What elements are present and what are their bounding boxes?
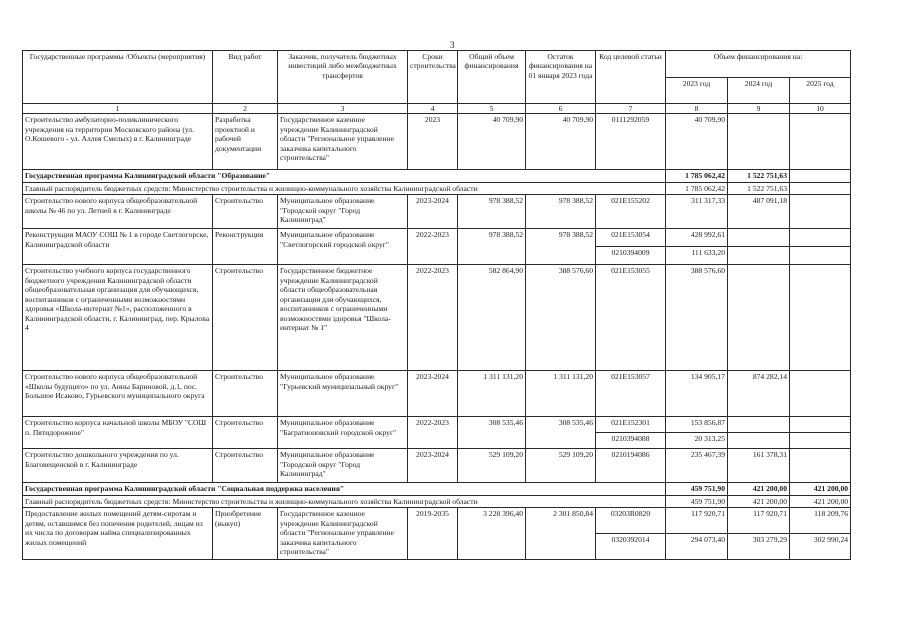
table-row	[23, 265, 851, 371]
work-type: Строительство	[213, 195, 278, 229]
customer: Государственное казенное учреждение Калининградской области "Региональное управление заказчика капитального строительства"	[278, 114, 408, 170]
header-deadline: Сроки строительства	[408, 51, 458, 104]
y2023: 459 751,90	[666, 483, 728, 495]
object-name: Строительство амбулаторно-поликлинического учреждения на территории Московского района (ул. О.Кошевого - ул. Аллея Смелых) в г. Калининграде	[23, 114, 213, 170]
total: 582 864,90	[458, 265, 526, 371]
program-row	[23, 483, 851, 495]
table-row	[23, 114, 851, 170]
term: 2022-2023	[408, 265, 458, 371]
col-number: 8	[666, 104, 728, 114]
term: 2023	[408, 114, 458, 170]
total: 978 388,52	[458, 195, 526, 229]
target-code: 021E155202	[596, 195, 666, 229]
table-row	[23, 449, 851, 483]
header-year-2023: 2023 год	[666, 77, 728, 104]
total: 308 535,46	[458, 417, 526, 449]
y2025	[790, 114, 851, 170]
target-code: 021E152301	[596, 417, 666, 433]
y2024	[728, 114, 790, 170]
manager-row	[23, 495, 851, 507]
y2023: 388 576,60	[666, 265, 728, 371]
term: 2023-2024	[408, 195, 458, 229]
remaining: 978 388,52	[526, 229, 596, 265]
target-code: 0210194086	[596, 449, 666, 483]
y2025	[790, 417, 851, 433]
header-funding: Объем финансирования на:	[666, 51, 851, 78]
y2024	[728, 433, 790, 449]
y2025	[790, 182, 851, 194]
work-type: Разработка проектной и рабочей документации	[213, 114, 278, 170]
total: 1 311 131,20	[458, 371, 526, 417]
y2024: 1 522 751,63	[728, 182, 790, 194]
total: 40 709,90	[458, 114, 526, 170]
customer: Муниципальное образование "Городской округ "Город Калининград"	[278, 449, 408, 483]
col-number: 4	[408, 104, 458, 114]
object-name: Строительство учебного корпуса государственного бюджетного учреждения Калининградской области общеобразовательная организация для обучающихся, воспитанников с ограниченными возможностями здоровья «Школа-интернат №1», расположенного в Калининградской области, г. Калининград, пер. Крылова 4	[23, 265, 213, 371]
remaining: 40 709,90	[526, 114, 596, 170]
y2023: 117 920,71	[666, 508, 728, 534]
y2025	[790, 170, 851, 182]
table-row	[23, 417, 851, 433]
col-number: 5	[458, 104, 526, 114]
manager-title: Главный распорядитель бюджетных средств: Министерство строительства и жилищно-коммунального хозяйства Калининградской области	[23, 495, 666, 507]
y2023: 428 992,61	[666, 229, 728, 247]
object-name: Предоставление жилых помещений детям-сиротам и детям, оставшимся без попечения родителей, лицам из их числа по договорам найма специализированных жилых помещений	[23, 508, 213, 560]
y2023: 134 905,17	[666, 371, 728, 417]
total: 529 109,20	[458, 449, 526, 483]
target-code: 0111292059	[596, 114, 666, 170]
work-type: Приобретение (выкуп)	[213, 508, 278, 560]
object-name: Строительство корпуса начальной школы МБОУ "СОШ п. Пятидорожное"	[23, 417, 213, 449]
y2023: 294 073,40	[666, 534, 728, 560]
y2024: 421 200,00	[728, 495, 790, 507]
work-type: Строительство	[213, 449, 278, 483]
header-program: Государственные программы /Объекты (мероприятия)	[23, 51, 213, 104]
y2025: 421 200,00	[790, 495, 851, 507]
remaining: 308 535,46	[526, 417, 596, 449]
y2025	[790, 247, 851, 265]
object-name: Реконструкция МАОУ СОШ № 1 в городе Светлогорске, Калининградской области	[23, 229, 213, 265]
program-title: Государственная программа Калининградской области "Образование"	[23, 170, 666, 182]
page-number: 3	[450, 40, 455, 50]
y2023: 153 856,87	[666, 417, 728, 433]
header-year-2025: 2025 год	[790, 77, 851, 104]
target-code: 021E153057	[596, 371, 666, 417]
work-type: Реконструкция	[213, 229, 278, 265]
y2024: 117 920,71	[728, 508, 790, 534]
remaining: 529 109,20	[526, 449, 596, 483]
column-number-row	[23, 104, 851, 114]
col-number: 10	[790, 104, 851, 114]
y2024: 161 378,31	[728, 449, 790, 483]
table-row	[23, 229, 851, 247]
y2024	[728, 265, 790, 371]
col-number: 6	[526, 104, 596, 114]
customer: Муниципальное образование "Багратионовский городской округ"	[278, 417, 408, 449]
col-number: 1	[23, 104, 213, 114]
target-code: 0210394009	[596, 247, 666, 265]
remaining: 388 576,60	[526, 265, 596, 371]
object-name: Строительство дошкольного учреждения по ул. Благовещенской в г. Калининграде	[23, 449, 213, 483]
y2023: 20 313,25	[666, 433, 728, 449]
y2025	[790, 195, 851, 229]
y2024: 874 282,14	[728, 371, 790, 417]
y2024	[728, 247, 790, 265]
term: 2022-2023	[408, 417, 458, 449]
customer: Муниципальное образование "Светлогорский городской округ"	[278, 229, 408, 265]
header-year-2024: 2024 год	[728, 77, 790, 104]
header-work-type: Вид работ	[213, 51, 278, 104]
customer: Муниципальное образование "Гурьевский муниципальный округ"	[278, 371, 408, 417]
manager-title: Главный распорядитель бюджетных средств: Министерство строительства и жилищно-коммунального хозяйства Калининградской области	[23, 182, 666, 194]
program-row	[23, 170, 851, 182]
term: 2022-2023	[408, 229, 458, 265]
work-type: Строительство	[213, 265, 278, 371]
target-code: 021E153054	[596, 229, 666, 247]
y2025	[790, 265, 851, 371]
target-code: 0320392014	[596, 534, 666, 560]
y2024	[728, 229, 790, 247]
target-code: 03203R0820	[596, 508, 666, 534]
manager-row	[23, 182, 851, 194]
header-customer: Заказчик, получатель бюджетных инвестиций либо межбюджетных трансфертов	[278, 51, 408, 104]
term: 2023-2024	[408, 371, 458, 417]
y2025	[790, 433, 851, 449]
total: 3 228 396,40	[458, 508, 526, 560]
financing-table	[22, 50, 851, 560]
target-code: 021E153055	[596, 265, 666, 371]
term: 2019-2035	[408, 508, 458, 560]
y2025	[790, 371, 851, 417]
col-number: 7	[596, 104, 666, 114]
table-row	[23, 371, 851, 417]
y2024: 303 279,29	[728, 534, 790, 560]
y2025	[790, 229, 851, 247]
table-row	[23, 195, 851, 229]
work-type: Строительство	[213, 371, 278, 417]
remaining: 978 388,52	[526, 195, 596, 229]
remaining: 1 311 131,20	[526, 371, 596, 417]
y2023: 40 709,90	[666, 114, 728, 170]
remaining: 2 301 850,84	[526, 508, 596, 560]
y2025: 421 200,00	[790, 483, 851, 495]
y2025: 118 209,76	[790, 508, 851, 534]
y2023: 111 633,20	[666, 247, 728, 265]
col-number: 2	[213, 104, 278, 114]
object-name: Строительство нового корпуса общеобразовательной «Школы будущего» по ул. Анны Бариновой, д.1, пос. Большое Исаково, Гурьевского муниципального округа	[23, 371, 213, 417]
y2025: 302 990,24	[790, 534, 851, 560]
y2023: 1 785 062,42	[666, 182, 728, 194]
y2023: 235 467,39	[666, 449, 728, 483]
y2024: 421 200,00	[728, 483, 790, 495]
y2025	[790, 449, 851, 483]
y2024	[728, 417, 790, 433]
y2023: 1 785 062,42	[666, 170, 728, 182]
target-code: 0210394088	[596, 433, 666, 449]
program-title: Государственная программа Калининградской области "Социальная поддержка населения"	[23, 483, 666, 495]
y2023: 311 317,33	[666, 195, 728, 229]
table-row	[23, 508, 851, 534]
y2023: 459 751,90	[666, 495, 728, 507]
y2024: 487 091,18	[728, 195, 790, 229]
object-name: Строительство нового корпуса общеобразовательной школы № 46 по ул. Летней в г. Калининграде	[23, 195, 213, 229]
term: 2023-2024	[408, 449, 458, 483]
header-target-code: Код целевой статьи	[596, 51, 666, 104]
work-type: Строительство	[213, 417, 278, 449]
customer: Муниципальное образование "Городской округ "Город Калининград"	[278, 195, 408, 229]
header-total: Общий объем финансирования	[458, 51, 526, 104]
customer: Государственное бюджетное учреждение Калининградской области общеобразовательная организация для обучающихся, воспитанников с ограниченными возможностями здоровья "Школа-интернат № 1"	[278, 265, 408, 371]
table-header-row	[23, 51, 851, 78]
header-remaining: Остаток финансирования на 01 января 2023 года	[526, 51, 596, 104]
customer: Государственное казенное учреждение Калининградской области "Региональное управление заказчика капитального строительства"	[278, 508, 408, 560]
total: 978 388,52	[458, 229, 526, 265]
col-number: 9	[728, 104, 790, 114]
y2024: 1 522 751,63	[728, 170, 790, 182]
col-number: 3	[278, 104, 408, 114]
